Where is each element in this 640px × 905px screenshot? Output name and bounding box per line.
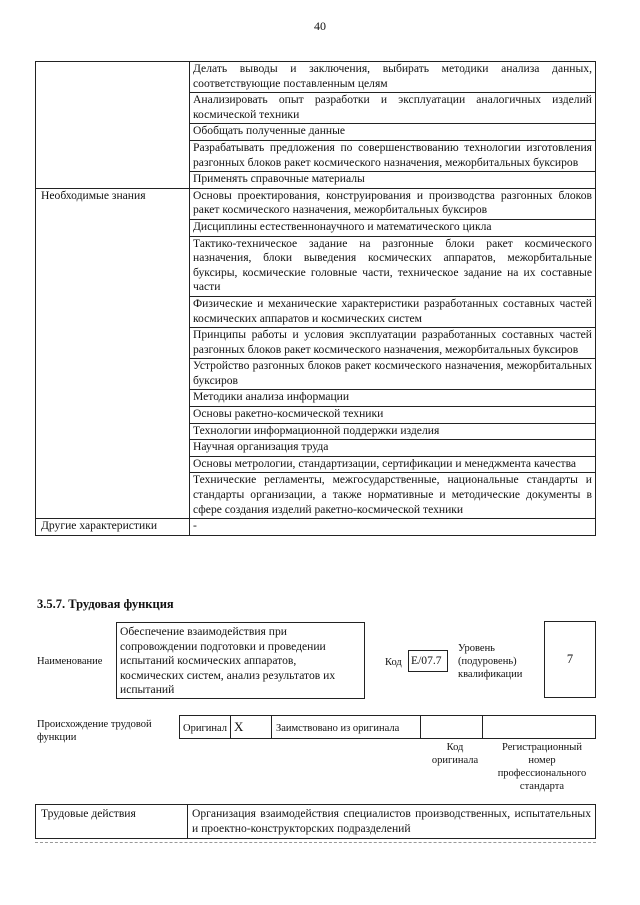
knowledge-row: Устройство разгонных блоков ракет космического назначения, межорбитальных буксиров bbox=[190, 359, 596, 390]
original-mark: X bbox=[234, 719, 244, 734]
level-label: Уровень (подуровень) квалификации bbox=[458, 643, 523, 680]
table-continuation-line bbox=[35, 842, 596, 843]
other-characteristics-value: - bbox=[190, 519, 596, 536]
origin-divider bbox=[230, 715, 231, 739]
labor-actions-label: Трудовые действия bbox=[36, 805, 188, 839]
level-box bbox=[544, 621, 596, 698]
knowledge-row: Основы метрологии, стандартизации, сертификации и менеджмента качества bbox=[190, 456, 596, 473]
skill-row: Применять справочные материалы bbox=[190, 172, 596, 189]
code-label: Код bbox=[385, 657, 402, 668]
skill-row: Делать выводы и заключения, выбирать методики анализа данных, соответствующие поставленным целям bbox=[190, 62, 596, 93]
knowledge-row: Тактико-техническое задание на разгонные блоки ракет космического назначения, блоки выведения космических аппаратов, межорбитальные буксиры, космические головные части, техническое задание на их составные части bbox=[190, 236, 596, 296]
code-original-caption: Код оригинала bbox=[431, 742, 479, 766]
knowledge-row: Научная организация труда bbox=[190, 440, 596, 457]
function-name-box bbox=[116, 622, 365, 699]
function-name-text: Обеспечение взаимодействия при сопровождении подготовки и проведении испытаний космических аппаратов, космических систем, анализ результатов их испытаний bbox=[120, 625, 336, 696]
skills-knowledge-table bbox=[35, 61, 596, 536]
labor-actions-table bbox=[35, 804, 596, 839]
knowledge-row: Принципы работы и условия эксплуатации разработанных составных частей разгонных блоков ракет космического назначения, межорбитальных буксиров bbox=[190, 328, 596, 359]
borrowed-label: Заимствовано из оригинала bbox=[276, 723, 400, 734]
code-value: E/07.7 bbox=[411, 654, 442, 667]
knowledge-row: Основы проектирования, конструирования и производства разгонных блоков ракет космического назначения, межорбитальных буксиров bbox=[190, 188, 596, 219]
other-characteristics-label: Другие характеристики bbox=[36, 519, 190, 536]
knowledge-row: Технические регламенты, межгосударственные, национальные стандарты и стандарты организации, а также нормативные и методические документы в сфере создания изделий ракетно-космической техники bbox=[190, 473, 596, 519]
origin-divider bbox=[482, 715, 483, 739]
original-label: Оригинал bbox=[183, 723, 227, 734]
code-box bbox=[408, 650, 448, 672]
origin-label: Происхождение трудовой функции bbox=[37, 719, 152, 743]
skill-row: Анализировать опыт разработки и эксплуатации аналогичных изделий космической техники bbox=[190, 93, 596, 124]
level-value: 7 bbox=[566, 652, 574, 666]
skills-label-cell bbox=[36, 62, 190, 189]
knowledge-row: Дисциплины естественнонаучного и математического цикла bbox=[190, 219, 596, 236]
registration-number-caption: Регистрационный номер профессионального стандарта bbox=[497, 742, 587, 792]
origin-divider bbox=[420, 715, 421, 739]
knowledge-row: Физические и механические характеристики разработанных составных частей космических аппаратов и космических систем bbox=[190, 296, 596, 327]
skill-row: Разрабатывать предложения по совершенствованию технологии изготовления разгонных блоков ракет космического назначения, межорбитальных буксиров bbox=[190, 140, 596, 171]
knowledge-row: Технологии информационной поддержки изделия bbox=[190, 423, 596, 440]
knowledge-label: Необходимые знания bbox=[36, 188, 190, 518]
section-title: 3.5.7. Трудовая функция bbox=[37, 597, 174, 611]
name-label: Наименование bbox=[37, 656, 103, 667]
labor-actions-value: Организация взаимодействия специалистов производственных, испытательных и проектно-конструкторских подразделений bbox=[188, 805, 596, 839]
origin-divider bbox=[271, 715, 272, 739]
knowledge-row: Основы ракетно-космической техники bbox=[190, 407, 596, 424]
page-number: 40 bbox=[314, 19, 326, 33]
skill-row: Обобщать полученные данные bbox=[190, 124, 596, 141]
knowledge-row: Методики анализа информации bbox=[190, 390, 596, 407]
